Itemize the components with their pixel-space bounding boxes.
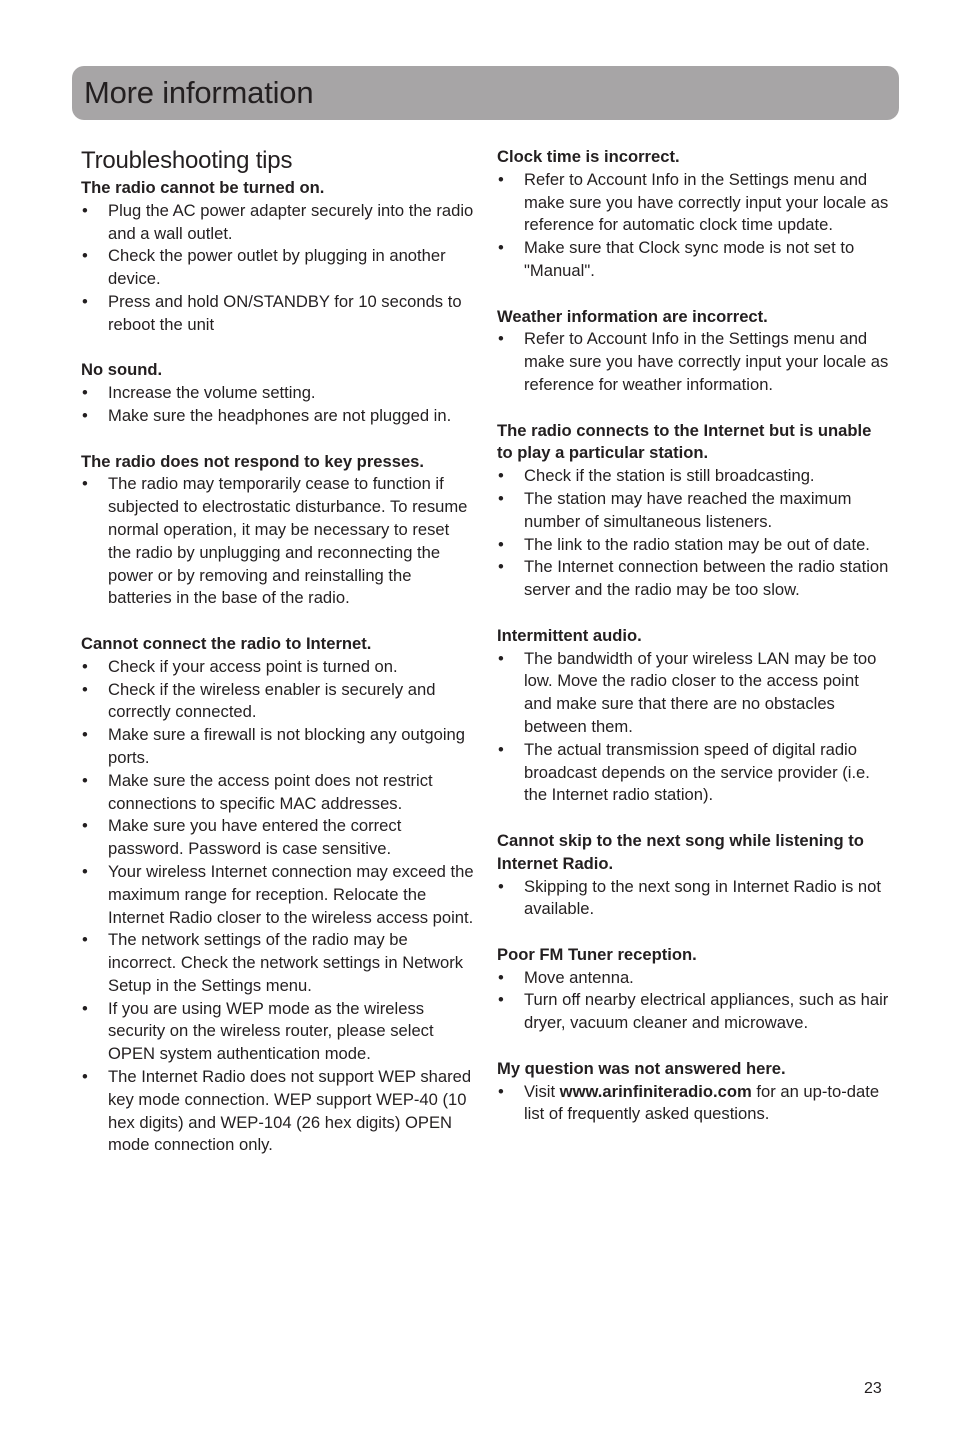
list-item bbox=[497, 556, 889, 602]
list-item bbox=[81, 405, 476, 428]
faq-heading: Cannot skip to the next song while listening to Internet Radio. bbox=[497, 830, 864, 873]
list-item-text: The radio may temporarily cease to function if subjected to electrostatic disturbance. To resume normal operation, it may be necessary to reset the radio by unplugging and reconnecting the power or by removing and reinstalling the batteries in the base of the radio. bbox=[108, 474, 468, 608]
faq-section-no-sound bbox=[81, 359, 476, 427]
bullet-icon: • bbox=[82, 679, 88, 699]
list-item-text: Skipping to the next song in Internet Radio is not available. bbox=[524, 876, 881, 919]
bullet-icon: • bbox=[498, 648, 504, 668]
list-item bbox=[497, 967, 889, 990]
list-item bbox=[81, 770, 476, 816]
list-item bbox=[497, 534, 889, 557]
faq-heading: No sound. bbox=[81, 360, 163, 380]
bullet-icon: • bbox=[82, 246, 88, 266]
faq-section-poor-fm-tuner-reception bbox=[497, 939, 889, 1035]
faq-heading: Cannot connect the radio to Internet. bbox=[81, 633, 372, 653]
faq-section-cannot-connect-the-radio-to-internet bbox=[81, 633, 476, 1157]
list-item bbox=[81, 200, 476, 246]
list-item-text: Move antenna. bbox=[524, 967, 634, 987]
bullet-icon: • bbox=[82, 998, 88, 1018]
list-item bbox=[81, 861, 476, 929]
faq-heading: Weather information are incorrect. bbox=[497, 306, 768, 326]
bullet-icon: • bbox=[498, 466, 504, 486]
bullet-icon: • bbox=[82, 930, 88, 950]
faq-heading: The radio cannot be turned on. bbox=[81, 178, 325, 197]
faq-list bbox=[497, 465, 889, 602]
list-item-text: The bandwidth of your wireless LAN may be too low. Move the radio closer to the access point and make sure that there are no obstacles between them. bbox=[524, 648, 877, 736]
bullet-icon: • bbox=[498, 534, 504, 554]
list-item-text: Your wireless Internet connection may exceed the maximum range for reception. Relocate the Internet Radio closer to the wireless access point. bbox=[108, 861, 474, 927]
list-item-text: Refer to Account Info in the Settings menu and make sure you have correctly input your locale as reference for weather information. bbox=[524, 329, 889, 394]
section-title: Troubleshooting tips bbox=[81, 147, 293, 174]
list-item-text: Make sure you have entered the correct password. Password is case sensitive. bbox=[108, 816, 402, 859]
list-item-text: Make sure the access point does not restrict connections to specific MAC addresses. bbox=[108, 770, 433, 813]
faq-section-the-radio-does-not-respond-to-key-presse bbox=[81, 451, 476, 611]
list-item bbox=[81, 1066, 476, 1157]
bullet-icon: • bbox=[498, 739, 504, 759]
list-item bbox=[497, 488, 889, 534]
faq-section-clock-time-is-incorrect bbox=[497, 141, 889, 283]
faq-list bbox=[497, 967, 889, 1035]
list-item-text: The actual transmission speed of digital radio broadcast depends on the service provider (i.e. the Internet radio station). bbox=[524, 739, 870, 805]
bullet-icon: • bbox=[82, 861, 88, 881]
faq-section-cannot-skip-to-the-next-song-while-liste bbox=[497, 825, 889, 921]
faq-list bbox=[81, 473, 476, 610]
list-item bbox=[81, 998, 476, 1066]
list-item-text: The network settings of the radio may be incorrect. Check the network settings in Network Setup in the Settings menu. bbox=[108, 930, 464, 995]
faq-heading: My question was not answered here. bbox=[497, 1058, 786, 1078]
list-item-text: Make sure that Clock sync mode is not set to "Manual". bbox=[524, 238, 855, 280]
bullet-icon: • bbox=[82, 291, 88, 311]
list-item-text: The Internet connection between the radio station server and the radio may be too slow. bbox=[524, 557, 889, 600]
bullet-icon: • bbox=[498, 557, 504, 577]
bullet-icon: • bbox=[82, 200, 88, 220]
bullet-icon: • bbox=[498, 329, 504, 349]
faq-list bbox=[81, 382, 476, 428]
list-item-text: Increase the volume setting. bbox=[108, 383, 316, 403]
list-item-text: Press and hold ON/STANDBY for 10 seconds to reboot the unit bbox=[108, 291, 462, 334]
list-item bbox=[497, 1081, 889, 1127]
bullet-icon: • bbox=[498, 967, 504, 987]
list-item bbox=[497, 648, 889, 739]
list-item-text: Check the power outlet by plugging in another device. bbox=[108, 246, 446, 289]
list-item-text: The Internet Radio does not support WEP shared key mode connection. WEP support WEP-40 (10 hex digits) and WEP-104 (26 hex digits) OPEN mode connection only. bbox=[108, 1067, 472, 1155]
faq-list bbox=[497, 169, 889, 283]
list-item-text: Refer to Account Info in the Settings menu and make sure you have correctly input your locale as reference for automatic clock time update. bbox=[524, 169, 889, 235]
list-item-text: Make sure the headphones are not plugged in. bbox=[108, 405, 452, 425]
bullet-icon: • bbox=[82, 816, 88, 836]
faq-list bbox=[81, 200, 476, 337]
bullet-icon: • bbox=[498, 169, 504, 189]
faq-list bbox=[81, 656, 476, 1158]
faq-section-the-radio-cannot-be-turned-on bbox=[81, 177, 476, 337]
list-item bbox=[497, 237, 889, 283]
bullet-icon: • bbox=[498, 1081, 504, 1101]
bullet-icon: • bbox=[498, 238, 504, 258]
header-banner bbox=[72, 66, 899, 120]
list-item bbox=[81, 245, 476, 291]
list-item bbox=[81, 929, 476, 997]
list-item bbox=[497, 739, 889, 807]
faq-heading: The radio connects to the Internet but is unable to play a particular station. bbox=[497, 420, 872, 463]
list-item bbox=[81, 679, 476, 725]
bullet-icon: • bbox=[498, 990, 504, 1010]
list-item-text: Check if your access point is turned on. bbox=[108, 656, 398, 676]
bullet-icon: • bbox=[82, 383, 88, 403]
list-item bbox=[497, 989, 889, 1035]
list-item-text: Check if the station is still broadcasting. bbox=[524, 466, 815, 486]
right-column bbox=[497, 146, 889, 1149]
list-item-text: The link to the radio station may be out of date. bbox=[524, 534, 870, 554]
bullet-icon: • bbox=[498, 488, 504, 508]
list-item bbox=[497, 328, 889, 396]
bullet-icon: • bbox=[82, 474, 88, 494]
bullet-icon: • bbox=[82, 770, 88, 790]
list-item bbox=[81, 656, 476, 679]
list-item bbox=[497, 876, 889, 922]
faq-heading: Clock time is incorrect. bbox=[497, 147, 680, 166]
list-item-text: Make sure a firewall is not blocking any outgoing ports. bbox=[108, 725, 465, 767]
bullet-icon: • bbox=[82, 1067, 88, 1087]
bullet-icon: • bbox=[498, 876, 504, 896]
faq-heading: The radio does not respond to key presses. bbox=[81, 451, 425, 471]
list-item bbox=[497, 465, 889, 488]
list-item-text: Check if the wireless enabler is securely and correctly connected. bbox=[108, 679, 436, 722]
faq-list bbox=[497, 648, 889, 808]
faq-heading: Intermittent audio. bbox=[497, 625, 642, 645]
faq-section-the-radio-connects-to-the-internet-but-i bbox=[497, 415, 889, 602]
list-item bbox=[81, 291, 476, 337]
faq-section-intermittent-audio bbox=[497, 620, 889, 807]
list-item bbox=[81, 473, 476, 610]
bullet-icon: • bbox=[82, 656, 88, 676]
faq-heading: Poor FM Tuner reception. bbox=[497, 944, 697, 964]
page-number: 23 bbox=[864, 1380, 882, 1397]
bullet-icon: • bbox=[82, 725, 88, 745]
page-title: More information bbox=[84, 75, 314, 110]
left-column bbox=[81, 146, 476, 1180]
faq-list bbox=[497, 328, 889, 396]
website-link[interactable]: www.arinfiniteradio.com bbox=[559, 1081, 752, 1101]
list-item-text: Visit bbox=[524, 1081, 560, 1101]
list-item-text: Plug the AC power adapter securely into the radio and a wall outlet. bbox=[108, 200, 474, 243]
list-item-text: Turn off nearby electrical appliances, such as hair dryer, vacuum cleaner and microwave. bbox=[524, 990, 889, 1033]
list-item bbox=[497, 169, 889, 237]
faq-list bbox=[497, 876, 889, 922]
faq-section-my-question-was-not-answered-here bbox=[497, 1053, 889, 1126]
list-item bbox=[81, 382, 476, 405]
list-item bbox=[81, 724, 476, 770]
list-item-text: for an up-to-date list of frequently asked questions. bbox=[524, 1081, 880, 1124]
list-item-text: If you are using WEP mode as the wireless security on the wireless router, please select OPEN system authentication mode. bbox=[108, 998, 434, 1064]
bullet-icon: • bbox=[82, 405, 88, 425]
list-item-text: The station may have reached the maximum number of simultaneous listeners. bbox=[524, 488, 852, 531]
list-item bbox=[81, 815, 476, 861]
faq-section-weather-information-are-incorrect bbox=[497, 301, 889, 397]
faq-list bbox=[497, 1081, 889, 1127]
